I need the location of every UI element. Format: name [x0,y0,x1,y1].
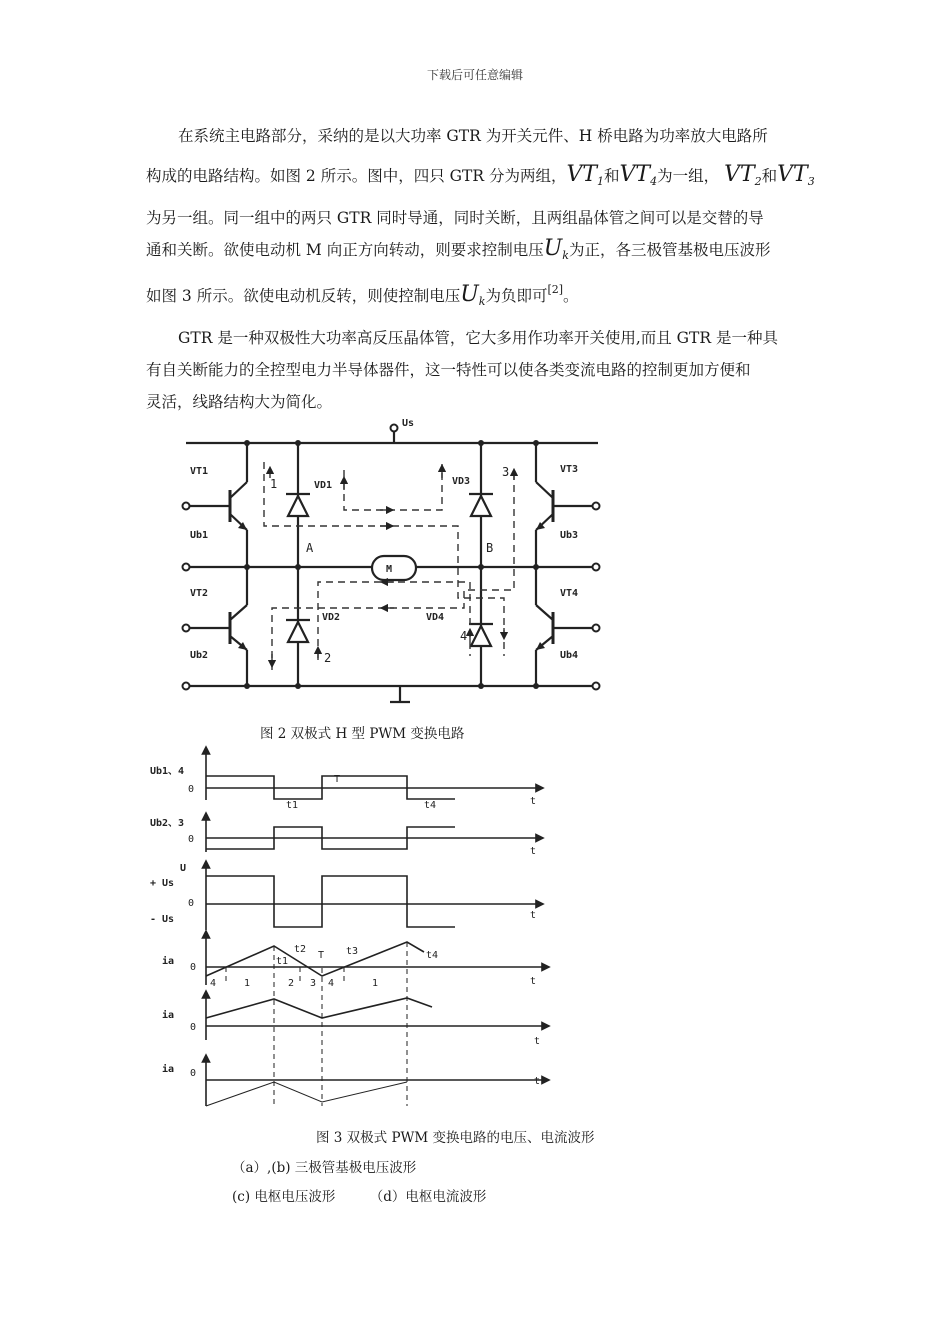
figure-2-caption: 图 2 双极式 H 型 PWM 变换电路 [260,726,465,742]
zero-a: 0 [188,784,195,795]
p1-line-1: 在系统主电路部分，采纳的是以大功率 GTR 为开关元件、H 桥电路为功率放大电路所 [178,127,768,145]
p1-line-4: 通和关断。欲使电动机 M 向正方向转动，则要求控制电压$U_k$为正，各三极管基极电压波形 [146,236,771,262]
path-4-label: 4 [460,629,468,643]
path-2-label: 2 [324,651,332,665]
path-1-label: 1 [270,477,278,491]
t-axis-a: t [530,796,537,807]
vt3-label: VT3 [560,464,579,475]
seg-label-4: 3 [310,978,317,989]
t-axis-d1: t [530,976,537,987]
ia-label-1: ia [162,956,175,967]
figure-3-caption: 图 3 双极式 PWM 变换电路的电压、电流波形 [316,1130,595,1146]
motor-label: M [386,564,393,575]
motor-symbol [372,556,416,580]
p2-line-3: 灵活，线路结构大为简化。 [146,393,333,411]
t-axis-d2: t [534,1036,541,1047]
T-label-d: T [318,950,325,961]
t3-label-d: t3 [346,946,359,957]
t2-label-d: t2 [294,944,307,955]
ub3-label: Ub3 [560,530,579,541]
t-axis-d3: t [534,1076,541,1087]
minus-us-label: - Us [150,914,175,925]
node-a-label: A [306,541,314,555]
t-axis-c: t [530,910,537,921]
p1-line-3: 为另一组。同一组中的两只 GTR 同时导通，同时关断，且两组晶体管之间可以是交替的导 [146,209,764,227]
figure-3-subcaption-ab: （a）,(b) 三极管基极电压波形 [232,1160,417,1176]
ub14-label: Ub1、4 [150,766,185,777]
t4-label-a: t4 [424,800,437,811]
zero-d2: 0 [190,1022,197,1033]
seg-label-6: 1 [372,978,379,989]
zero-c: 0 [188,898,195,909]
p2-line-1: GTR 是一种双极性大功率高反压晶体管，它大多用作功率开关使用,而且 GTR 是一种具 [178,329,778,347]
seg-label-1: 4 [210,978,217,989]
t1-label-a: t1 [286,800,299,811]
seg-label-3: 2 [288,978,295,989]
t1-label-d: t1 [276,956,289,967]
vt2-label: VT2 [190,588,209,599]
p1-line-2: 构成的电路结构。如图 2 所示。图中，四只 GTR 分为两组，$VT_1$和$VT_4$为一组， $VT_2$和$VT_3$ [146,162,815,188]
t-axis-b: t [530,846,537,857]
seg-label-5: 4 [328,978,335,989]
node-b-label: B [486,541,494,555]
p1-line-5: 如图 3 所示。欲使电动机反转，则使控制电压$U_k$为负即可[2]。 [146,282,579,308]
ia-label-3: ia [162,1064,175,1075]
ub4-label: Ub4 [560,650,579,661]
ub1-label: Ub1 [190,530,209,541]
vd3-label: VD3 [452,476,471,487]
ub2-label: Ub2 [190,650,209,661]
p2-line-2: 有自关断能力的全控型电力半导体器件，这一特性可以使各类变流电路的控制更加方便和 [146,361,751,379]
ub23-label: Ub2、3 [150,818,185,829]
zero-b: 0 [188,834,195,845]
page-header: 下载后可任意编辑 [426,68,523,82]
figure-3-subcaption-cd: (c) 电枢电压波形 （d）电枢电流波形 [232,1189,487,1205]
vd2-label: VD2 [322,612,341,623]
us-label: Us [402,418,415,429]
vd4-label: VD4 [426,612,445,623]
zero-d3: 0 [190,1068,197,1079]
T-label-a: T [334,774,341,785]
u-label: U [180,863,187,874]
zero-d1: 0 [190,962,197,973]
vd1-label: VD1 [314,480,333,491]
plus-us-label: + Us [150,878,175,889]
seg-label-2: 1 [244,978,251,989]
path-3-label: 3 [502,465,510,479]
t4-label-d: t4 [426,950,439,961]
vt1-label: VT1 [190,466,209,477]
vt4-label: VT4 [560,588,579,599]
ia-label-2: ia [162,1010,175,1021]
